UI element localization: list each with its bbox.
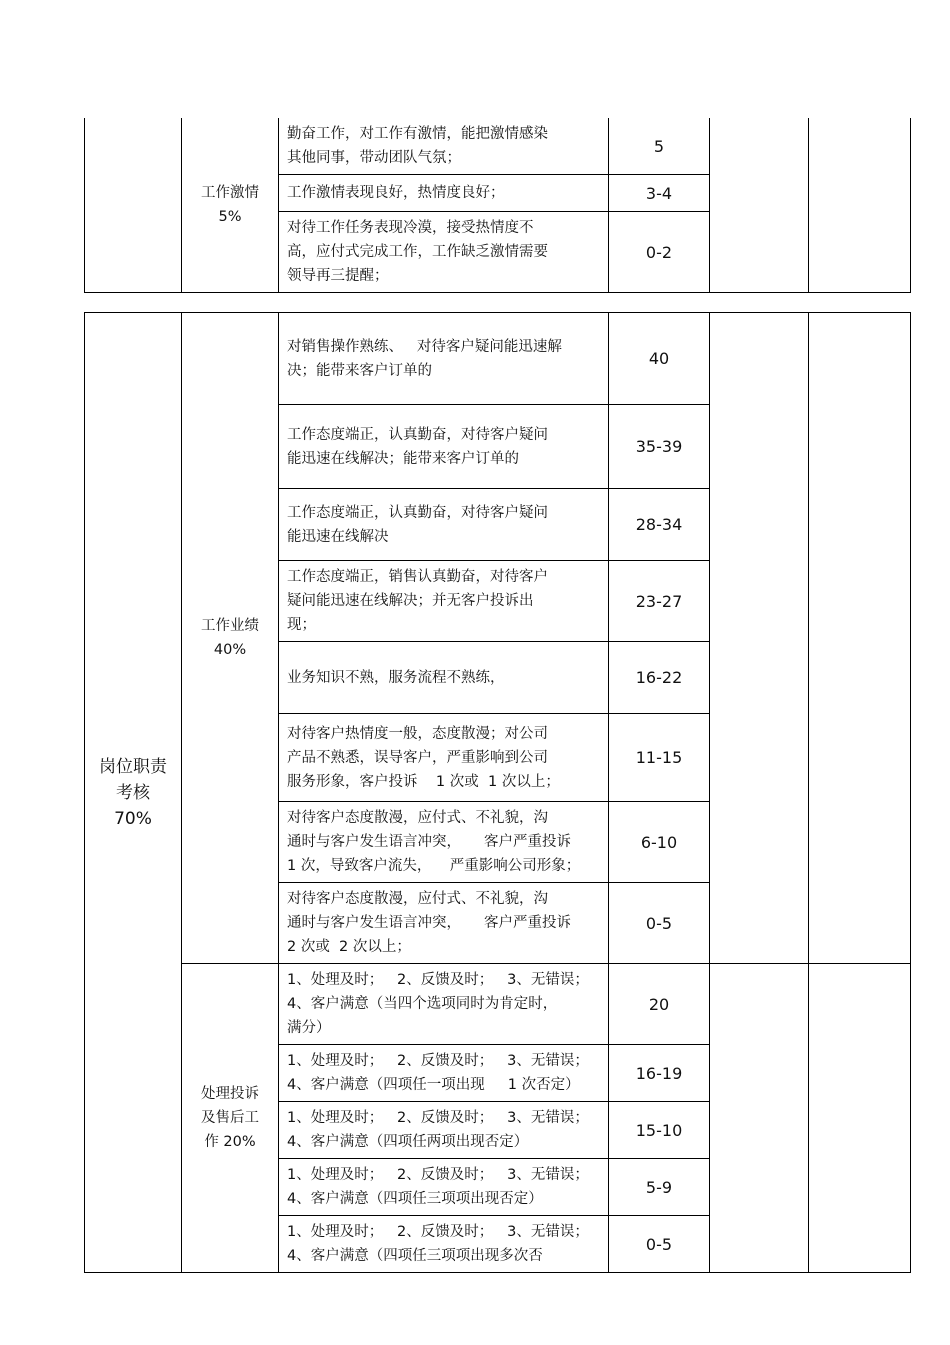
score-range: 20 xyxy=(609,964,710,1045)
subcategory-cell-complaints xyxy=(182,964,279,1273)
score-range: 16-22 xyxy=(609,642,710,714)
score-range: 11-15 xyxy=(609,714,710,802)
criteria-description: 勤奋工作，对工作有激情，能把激情感染 其他同事，带动团队气氛； xyxy=(279,118,609,175)
score-range: 35-39 xyxy=(609,405,710,489)
score-range: 23-27 xyxy=(609,561,710,642)
score-range: 28-34 xyxy=(609,489,710,561)
final-score-cell xyxy=(809,964,911,1273)
evaluation-table-duties xyxy=(84,312,911,1273)
subcategory-name: 工作激情 xyxy=(201,185,259,201)
criteria-description: 1、处理及时； 2、反馈及时； 3、无错误； 4、客户满意（四项任两项出现否定） xyxy=(279,1102,609,1159)
evaluation-table-passion xyxy=(84,118,911,293)
score-range: 5-9 xyxy=(609,1159,710,1216)
score-range: 3-4 xyxy=(609,175,710,212)
score-range: 0-5 xyxy=(609,1216,710,1273)
criteria-description: 1、处理及时； 2、反馈及时； 3、无错误； 4、客户满意（四项任三项项出现多次否 xyxy=(279,1216,609,1273)
score-range: 16-19 xyxy=(609,1045,710,1102)
final-score-cell xyxy=(809,313,911,964)
category-name-line1: 岗位职责 xyxy=(99,756,167,777)
score-range: 5 xyxy=(609,118,710,175)
score-range: 15-10 xyxy=(609,1102,710,1159)
score-range: 0-5 xyxy=(609,883,710,964)
subcategory-weight: 40% xyxy=(213,642,247,658)
criteria-description: 业务知识不熟，服务流程不熟练， xyxy=(279,642,609,714)
criteria-description: 工作态度端正，认真勤奋，对待客户疑问 能迅速在线解决；能带来客户订单的 xyxy=(279,405,609,489)
criteria-description: 对待客户热情度一般，态度散漫；对公司 产品不熟悉，误导客户，严重影响到公司 服务形象，客户投诉 1 次或 1 次以上； xyxy=(279,714,609,802)
category-name-line2: 考核 xyxy=(116,782,150,803)
score-range: 0-2 xyxy=(609,212,710,293)
self-score-cell xyxy=(710,964,809,1273)
criteria-description: 对待客户态度散漫，应付式、不礼貌，沟 通时与客户发生语言冲突， 客户严重投诉 1 次，导致客户流失， 严重影响公司形象； xyxy=(279,802,609,883)
category-cell xyxy=(85,313,182,1273)
final-score-cell xyxy=(809,118,911,293)
criteria-description: 对待工作任务表现冷漠，接受热情度不 高，应付式完成工作，工作缺乏激情需要 领导再三提醒； xyxy=(279,212,609,293)
criteria-description: 工作态度端正，销售认真勤奋，对待客户 疑问能迅速在线解决；并无客户投诉出 现； xyxy=(279,561,609,642)
self-score-cell xyxy=(710,313,809,964)
subcategory-weight: 5% xyxy=(218,209,242,225)
category-cell-empty xyxy=(85,118,182,293)
score-range: 6-10 xyxy=(609,802,710,883)
subcategory-name: 工作业绩 xyxy=(201,618,259,634)
score-range: 40 xyxy=(609,313,710,405)
self-score-cell xyxy=(710,118,809,293)
criteria-description: 1、处理及时； 2、反馈及时； 3、无错误； 4、客户满意（当四个选项同时为肯定时， 满分） xyxy=(279,964,609,1045)
criteria-description: 对待客户态度散漫，应付式、不礼貌，沟 通时与客户发生语言冲突， 客户严重投诉 2 次或 2 次以上； xyxy=(279,883,609,964)
subcategory-name-line2: 及售后工 xyxy=(201,1110,259,1126)
subcategory-name-line1: 处理投诉 xyxy=(201,1086,259,1102)
criteria-description: 工作激情表现良好，热情度良好； xyxy=(279,175,609,212)
criteria-description: 1、处理及时； 2、反馈及时； 3、无错误； 4、客户满意（四项任一项出现 1 次否定） xyxy=(279,1045,609,1102)
criteria-description: 对销售操作熟练、 对待客户疑问能迅速解 决；能带来客户订单的 xyxy=(279,313,609,405)
subcategory-weight: 作 20% xyxy=(204,1134,256,1150)
subcategory-cell-performance xyxy=(182,313,279,964)
subcategory-cell xyxy=(182,118,279,293)
category-weight: 70% xyxy=(114,808,152,829)
criteria-description: 工作态度端正，认真勤奋，对待客户疑问 能迅速在线解决 xyxy=(279,489,609,561)
criteria-description: 1、处理及时； 2、反馈及时； 3、无错误； 4、客户满意（四项任三项项出现否定） xyxy=(279,1159,609,1216)
